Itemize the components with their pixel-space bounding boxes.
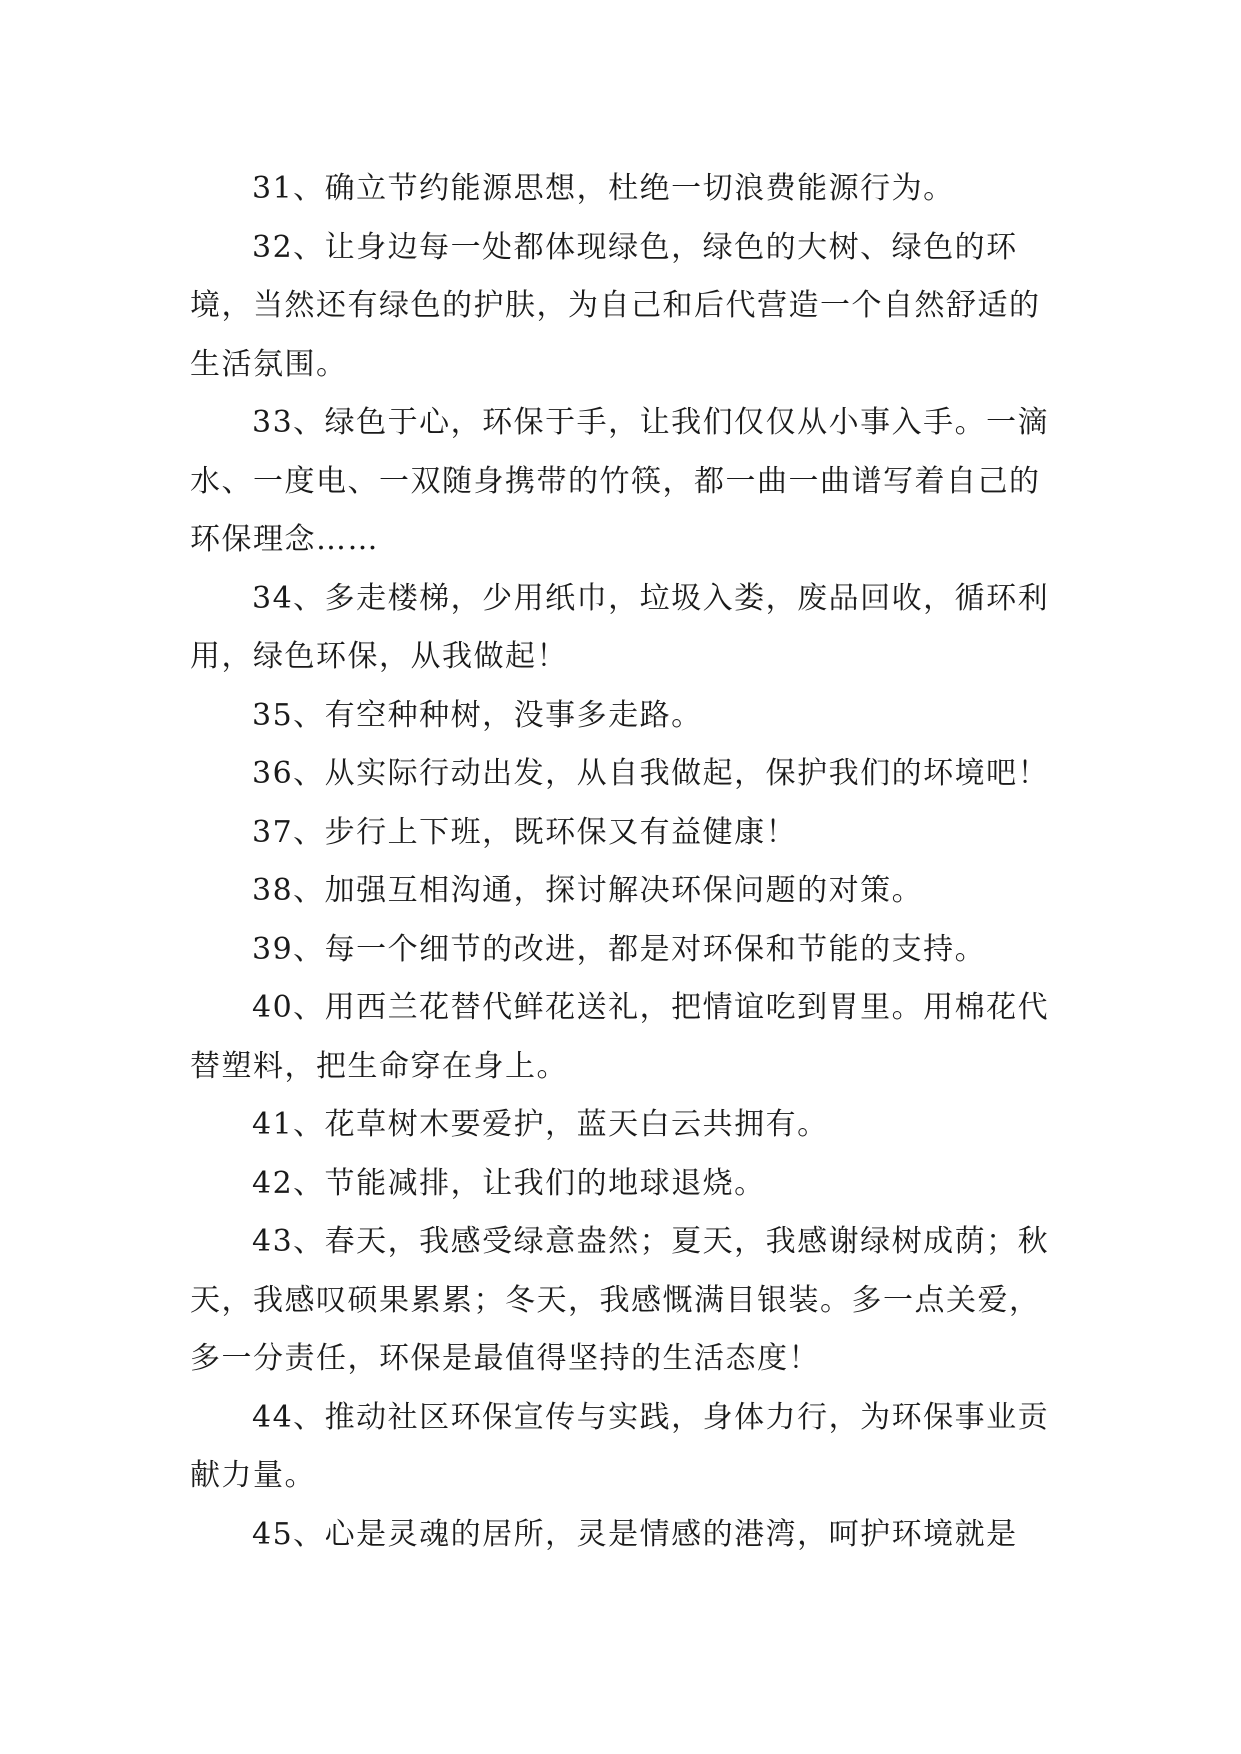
paragraph-36: 36、从实际行动出发，从自我做起，保护我们的坏境吧！ <box>252 756 1050 791</box>
paragraph-40: 40、用西兰花替代鲜花送礼，把情谊吃到胃里。用棉花代替塑料，把生命穿在身上。 <box>190 990 1050 1084</box>
paragraph-32: 32、让身边每一处都体现绿色，绿色的大树、绿色的环境，当然还有绿色的护肤，为自己和后代营造一个自然舒适的生活氛围。 <box>190 229 1041 382</box>
paragraph-38: 38、加强互相沟通，探讨解决环保问题的对策。 <box>252 873 924 908</box>
paragraph-44: 44、推动社区环保宣传与实践，身体力行，为环保事业贡献力量。 <box>190 1399 1050 1493</box>
paragraph-34: 34、多走楼梯，少用纸巾，垃圾入娄，废品回收，循环利用，绿色环保，从我做起！ <box>190 580 1050 674</box>
paragraph-42: 42、节能减排，让我们的地球退烧。 <box>252 1165 766 1201</box>
paragraph-31: 31、确立节约能源思想，杜绝一切浪费能源行为。 <box>252 171 955 206</box>
paragraph-35: 35、有空种种树，没事多走路。 <box>252 697 703 733</box>
paragraph-33: 33、绿色于心，环保于手，让我们仅仅从小事入手。一滴水、一度电、一双随身携带的竹筷，都一曲一曲谱写着自己的环保理念…… <box>190 405 1050 557</box>
paragraph-39: 39、每一个细节的改进，都是对环保和节能的支持。 <box>252 931 987 967</box>
paragraph-41: 41、花草树木要爱护，蓝天白云共拥有。 <box>252 1107 829 1142</box>
paragraph-45: 45、心是灵魂的居所，灵是情感的港湾，呵护环境就是 <box>252 1516 1018 1552</box>
paragraph-43: 43、春天，我感受绿意盎然；夏天，我感谢绿树成荫；秋天，我感叹硕果累累；冬天，我感慨满目银装。多一点关爱，多一分责任，环保是最值得坚持的生活态度！ <box>190 1224 1050 1376</box>
paragraph-37: 37、步行上下班，既环保又有益健康！ <box>252 814 798 850</box>
document-page <box>190 160 1050 1564</box>
